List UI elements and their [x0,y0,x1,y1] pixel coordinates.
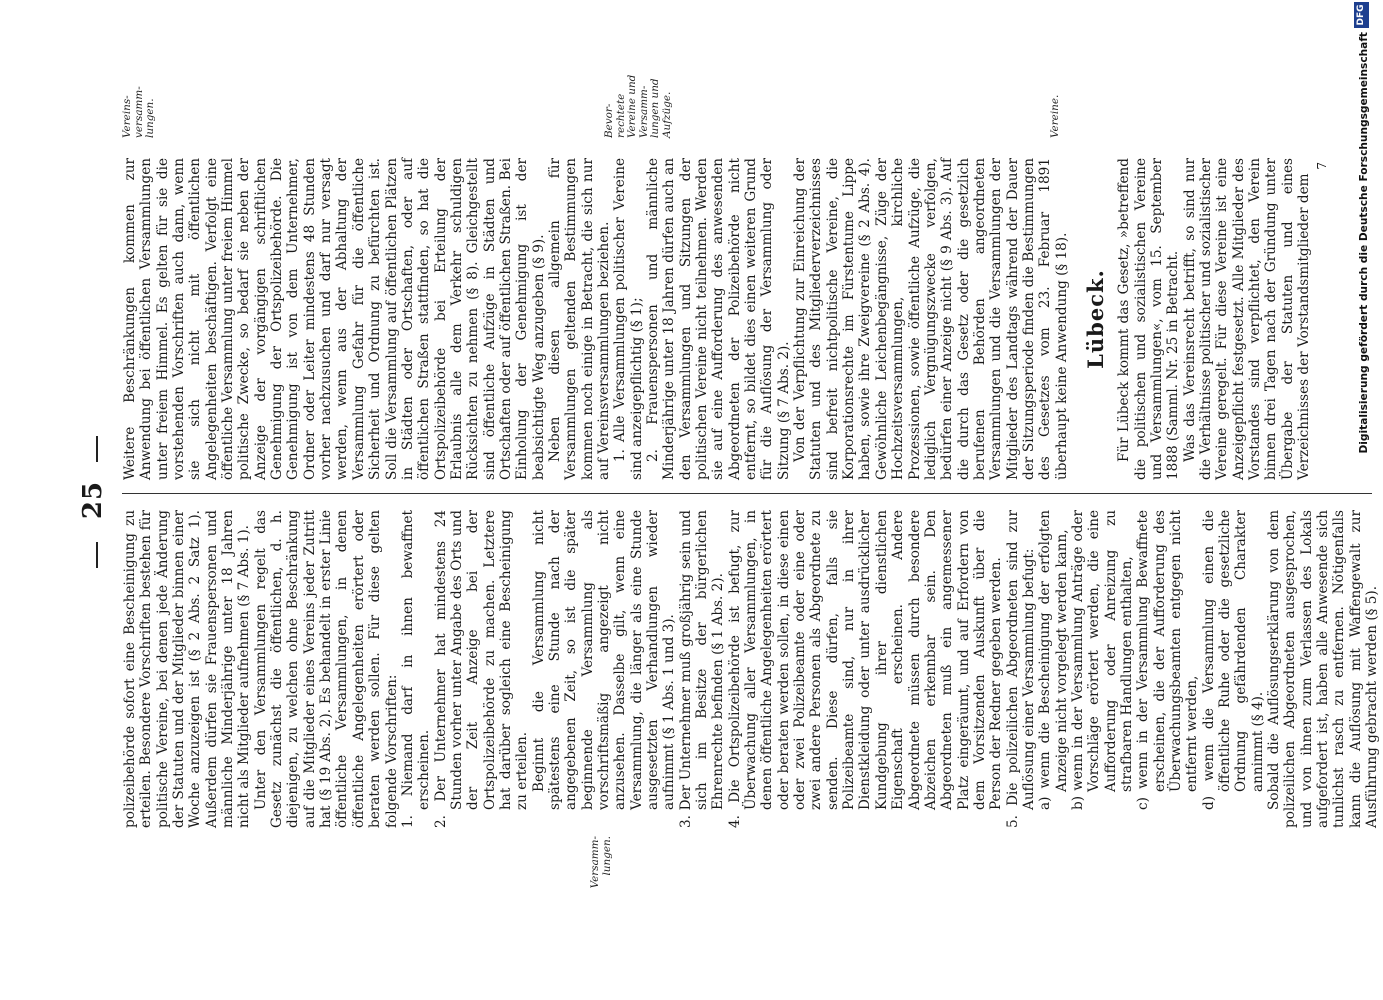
page-number: 25 [78,480,108,520]
list-subitem: a) wenn die Bescheinigung der erfolgten Anzeige nicht vorgelegt werden kann, [1037,510,1070,810]
list-item: 1. Alle Versammlungen politischer Vereine sind anzeigepflichtig (§ 1); [612,158,645,480]
paragraph: Beginnt die Versammlung nicht spätestens eine Stunde nach der angegebenen Zeit, so ist die später beginnende Versammlung als vorschriftsmäßig angezeigt nicht anzusehen. Dasselbe gilt, wenn eine Versammlung, die länger als eine Stunde ausgesetzten Verhandlungen wieder aufnimmt (§ 1 Abs. 1 und 3). [530,510,678,810]
column-divider [122,493,1372,494]
section-heading-luebeck: Lübeck. [1082,269,1108,369]
paragraph: Von der Verpflichtung zur Einreichung der Statuten und des Mitgliederverzeichnisses sind befreit nichtpolitische Vereine, die Korporationsrechte im Fürstentume Lippe haben, sowie ihre Zweigvereine (§ 2 Abs. 4). Gewöhnliche Leichenbegängnisse, Züge der Hochzeitsversammlungen, kirchliche Prozessionen, sowie öffentliche Aufzüge, die lediglich Vergnügungszwecke verfolgen, bedürfen einer Anzeige nicht (§ 9 Abs. 3). Auf die durch das Gesetz oder die gesetzlich berufenen Behörden angeordneten Versammlungen und die Versammlungen der Mitglieder des Landtags während der Dauer der Sitzungsperiode finden die Bestimmungen des Gesetzes vom 23. Februar 1891 überhaupt keine Anwendung (§ 18). [792,158,1070,480]
signature-mark: 7 [1315,162,1330,170]
paragraph: Neben diesen allgemein für Versammlungen geltenden Bestimmungen kommen noch einige in Betracht, die sich nur auf Vereinsversammlungen beziehen. [546,158,612,480]
paragraph: Weitere Beschränkungen kommen zur Anwendung bei öffentlichen Versammlungen unter freiem Himmel. Es gelten für sie die vorstehenden Vorschriften auch dann, wenn sie sich nicht mit öffentlichen Angelegenheiten beschäftigen. Verfolgt eine öffentliche Versammlung unter freiem Himmel politische Zwecke, so bedarf sie neben der Anzeige der vorgängigen schriftlichen Genehmigung der Ortspolizeibehörde. Die Genehmigung ist von dem Unternehmer, Ordner oder Leiter mindestens 48 Stunden vorher nachzusuchen und darf nur versagt werden, wenn aus der Abhaltung der Versammlung Gefahr für die öffentliche Sicherheit und Ordnung zu befürchten ist. Soll die Versammlung auf öffentlichen Plätzen in Städten oder Ortschaften, oder auf öffentlichen Straßen stattfinden, so hat die Ortspolizeibehörde bei Erteilung der Erlaubnis alle dem Verkehr schuldigen Rücksichten zu nehmen (§ 8). Gleichgestellt sind öffentliche Aufzüge in Städten und Ortschaften oder auf öffentlichen Straßen. Bei Einholung der Genehmigung ist der beabsichtigte Weg anzugeben (§ 9). [122,158,547,480]
paragraph: Für Lübeck kommt das Gesetz, »betreffend die politischen und sozialistischen Vereine und Versammlungen«, vom 15. September 1888 (Samml. Nr. 25 in Betracht. [1116,158,1182,480]
right-text-column [122,158,1331,480]
page-header [78,0,118,1000]
list-subitem: d) wenn die Versammlung einen die öffentliche Ruhe oder die gesetzliche Ordnung gefährdenden Charakter annimmt (§ 4). [1200,510,1266,810]
margin-note-vereinsversammlungen: Vereins-versamm-lungen. [121,86,157,138]
paragraph: Was das Vereinsrecht betrifft, so sind nur die Verhältnisse politischer und sozialistischer Vereine geregelt. Für diese Vereine ist eine Anzeigepflicht festgesetzt. Alle Mitglieder des Vorstandes sind verpflichtet, den Verein binnen drei Tagen nach der Gründung unter Übergabe der Statuten und eines Verzeichnisses der Vorstandsmitglieder dem [1181,158,1313,480]
list-item: 1. Niemand darf in ihnen bewaffnet erscheinen. [399,510,433,828]
paragraph: Sobald die Auflösungserklärung von dem polizeilichen Abgeordneten ausgesprochen, und von ihnen zum Verlassen des Lokals aufgefordert ist, haben alle Anwesende sich tunlichst rasch zu entfernen. Nötigenfalls kann die Auflösung mit Waffengewalt zur Ausführung gebracht werden (§ 5). [1266,510,1381,828]
list-item: 2. Der Unternehmer hat mindestens 24 Stunden vorher unter Angabe des Orts und der Zeit Anzeige bei der Ortspolizeibehörde zu machen. Letztere hat darüber sogleich eine Bescheinigung zu erteilen. [432,510,531,828]
dfg-logo: DFG [1354,2,1369,28]
margin-note-vereine: Vereine. [1049,94,1061,138]
margin-note-bevorrechtete: Bevor-rechtete Vereine und Versamm-lungen und Aufzüge. [603,74,673,138]
list-item: 5. Die polizeilichen Abgeordneten sind zur Auflösung einer Versammlung befugt: [1004,510,1037,828]
list-item: 3. Der Unternehmer muß großjährig sein und sich im Besitze der bürgerlichen Ehrenrechte befinden (§ 1 Abs. 2). [677,510,727,828]
paragraph: Unter den Versammlungen regelt das Gesetz zunächst die öffentlichen, d. h. diejenigen, zu welchen ohne Beschränkung auf die Mitglieder eines Vereins jeder Zutritt hat (§ 19 Abs. 2). Es behandelt in erster Linie öffentliche Versammlungen, in denen öffentliche Angelegenheiten erörtert oder beraten werden sollen. Für diese gelten folgende Vorschriften: [252,510,400,828]
list-item: 4. Die Ortspolizeibehörde ist befugt, zur Überwachung aller Versammlungen, in denen öffentliche Angelegenheiten erörtert oder beraten werden sollen, in diese einen oder zwei Polizeibeamte oder eine oder zwei andere Personen als Abgeordnete zu senden. Diese dürfen, falls sie Polizeibeamte sind, nur in ihrer Dienstkleidung oder unter ausdrücklicher Kundgebung ihrer dienstlichen Eigenschaft erscheinen. Andere Abgeordnete müssen durch besondere Abzeichen erkennbar sein. Den Abgeordneten muß ein angemessener Platz eingeräumt, und auf Erfordern von dem Vorsitzenden Auskunft über die Person der Redner gegeben werden. [726,510,1005,828]
list-subitem: b) wenn in der Versammlung Anträge oder Vorschläge erörtert werden, die eine Aufforderung oder Anreizung zu strafbaren Handlungen enthalten, [1069,510,1135,810]
margin-note-versammlungen: Versamm-lungen. [589,836,613,889]
header-dash-right [96,436,98,462]
header-dash-left [96,542,98,568]
paragraph: polizeibehörde sofort eine Bescheinigung zu erteilen. Besondere Vorschriften bestehen für politische Vereine, bei denen jede Änderung der Statuten und der Mitglieder binnen einer Woche anzuzeigen ist (§ 2 Abs. 2 Satz 1). Außerdem dürfen sie Frauenspersonen und männliche Minderjährige unter 18 Jahren nicht als Mitglieder aufnehmen (§ 7 Abs. 1). [122,510,253,828]
left-text-column [122,510,1380,828]
footer-credit: Digitalisierung gefördert durch die Deutsche Forschungsgemeinschaft [1358,32,1370,454]
list-item: 2. Frauenspersonen und männliche Minderjährige unter 18 Jahren dürfen auch an den Versammlungen und Sitzungen der politischen Vereine nicht teilnehmen. Werden sie auf eine Aufforderung des anwesenden Abgeordneten der Polizeibehörde nicht entfernt, so bildet dies einen weiteren Grund für die Auflösung der Versammlung oder Sitzung (§ 7 Abs. 2). [645,158,792,480]
digitization-footer [1344,0,1378,1000]
list-subitem: c) wenn in der Versammlung Bewaffnete erscheinen, die der Aufforderung des Überwachungsbeamten entgegen nicht entfernt werden, [1135,510,1201,810]
